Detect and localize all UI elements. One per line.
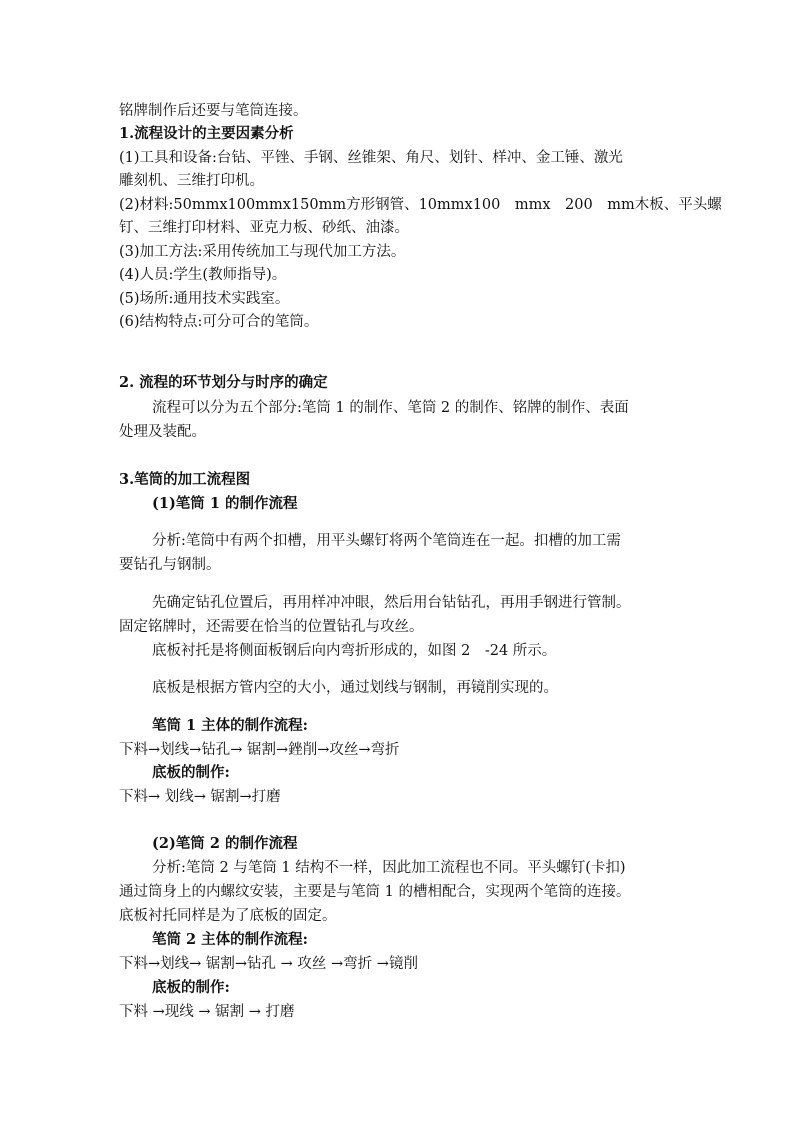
sub1-main-flow-label: 笔筒 1 主体的制作流程: [152,717,309,734]
sub1-base-flow: 下料→ 划线→ 锯割→打磨 [119,789,281,805]
subsection-1-heading: (1)笔筒 1 的制作流程 [152,495,298,512]
sub2-base-flow-label: 底板的制作: [152,979,230,996]
people-line: (4)人员:学生(教师指导)。 [119,267,287,283]
sub2-analysis-line-2: 通过筒身上的内螺纹安装，主要是与笔筒 1 的槽相配合，实现两个笔筒的连接。 [119,884,631,900]
materials-line-1: (2)材料:50mmx100mmx150mm方形钢管、10mmx100 mmx 200 mm木板、平头螺 [119,197,722,213]
section-3-heading: 3.笔筒的加工流程图 [119,471,251,488]
materials-line-2: 钉、三维打印材料、亚克力板、砂纸、油漆。 [119,220,409,236]
place-line: (5)场所:通用技术实践室。 [119,291,290,307]
sub1-base-flow-label: 底板的制作: [152,764,230,781]
structure-line: (6)结构特点:可分可合的笔筒。 [119,314,319,330]
sub1-main-flow: 下料→划线→钻孔→ 锯割→銼削→攻丝→弯折 [119,742,400,758]
subsection-2-heading: (2)笔筒 2 的制作流程 [152,835,298,852]
sub1-para-2-line-1: 先确定钻孔位置后，再用样冲冲眼，然后用台钻钻孔，再用手钢进行管制。 [152,595,631,611]
sub1-analysis-line-1: 分析:笔筒中有两个扣槽，用平头螺钉将两个笔筒连在一起。扣槽的加工需 [152,533,621,549]
intro-line: 铭牌制作后还要与笔筒连接。 [119,103,308,119]
sub1-para-2-line-2: 固定铭牌时，还需要在恰当的位置钻孔与攻丝。 [119,619,424,635]
section-2-heading: 2. 流程的环节划分与时序的确定 [119,374,328,391]
sub1-para-4: 底板是根据方管内空的大小，通过划线与钢制，再镜削实现的。 [152,680,558,696]
section-2-para-line-1: 流程可以分为五个部分:笔筒 1 的制作、笔筒 2 的制作、铭牌的制作、表面 [152,400,629,416]
sub2-base-flow: 下料 →现线 → 锯割 → 打磨 [119,1004,295,1020]
tools-line-2: 雕刻机、三维打印机。 [119,173,264,189]
section-1-heading: 1.流程设计的主要因素分析 [119,125,294,142]
sub2-analysis-line-1: 分析:笔筒 2 与笔筒 1 结构不一样，因此加工流程也不同。平头螺钉(卡扣) [152,860,626,876]
sub1-para-3: 底板衬托是将侧面板钢后向内弯折形成的，如图 2 -24 所示。 [152,643,557,659]
section-2-para-line-2: 处理及装配。 [119,424,206,440]
sub2-main-flow-label: 笔筒 2 主体的制作流程: [152,931,309,948]
sub2-analysis-line-3: 底板衬托同样是为了底板的固定。 [119,908,337,924]
method-line: (3)加工方法:采用传统加工与现代加工方法。 [119,244,406,260]
sub2-main-flow: 下料→划线→ 锯割→钻孔 → 攻丝 →弯折 →镜削 [119,956,418,972]
sub1-analysis-line-2: 要钻孔与钢制。 [119,557,221,573]
tools-line-1: (1)工具和设备:台钻、平锉、手钢、丝锥架、角尺、划针、样冲、金工锤、激光 [119,150,623,166]
